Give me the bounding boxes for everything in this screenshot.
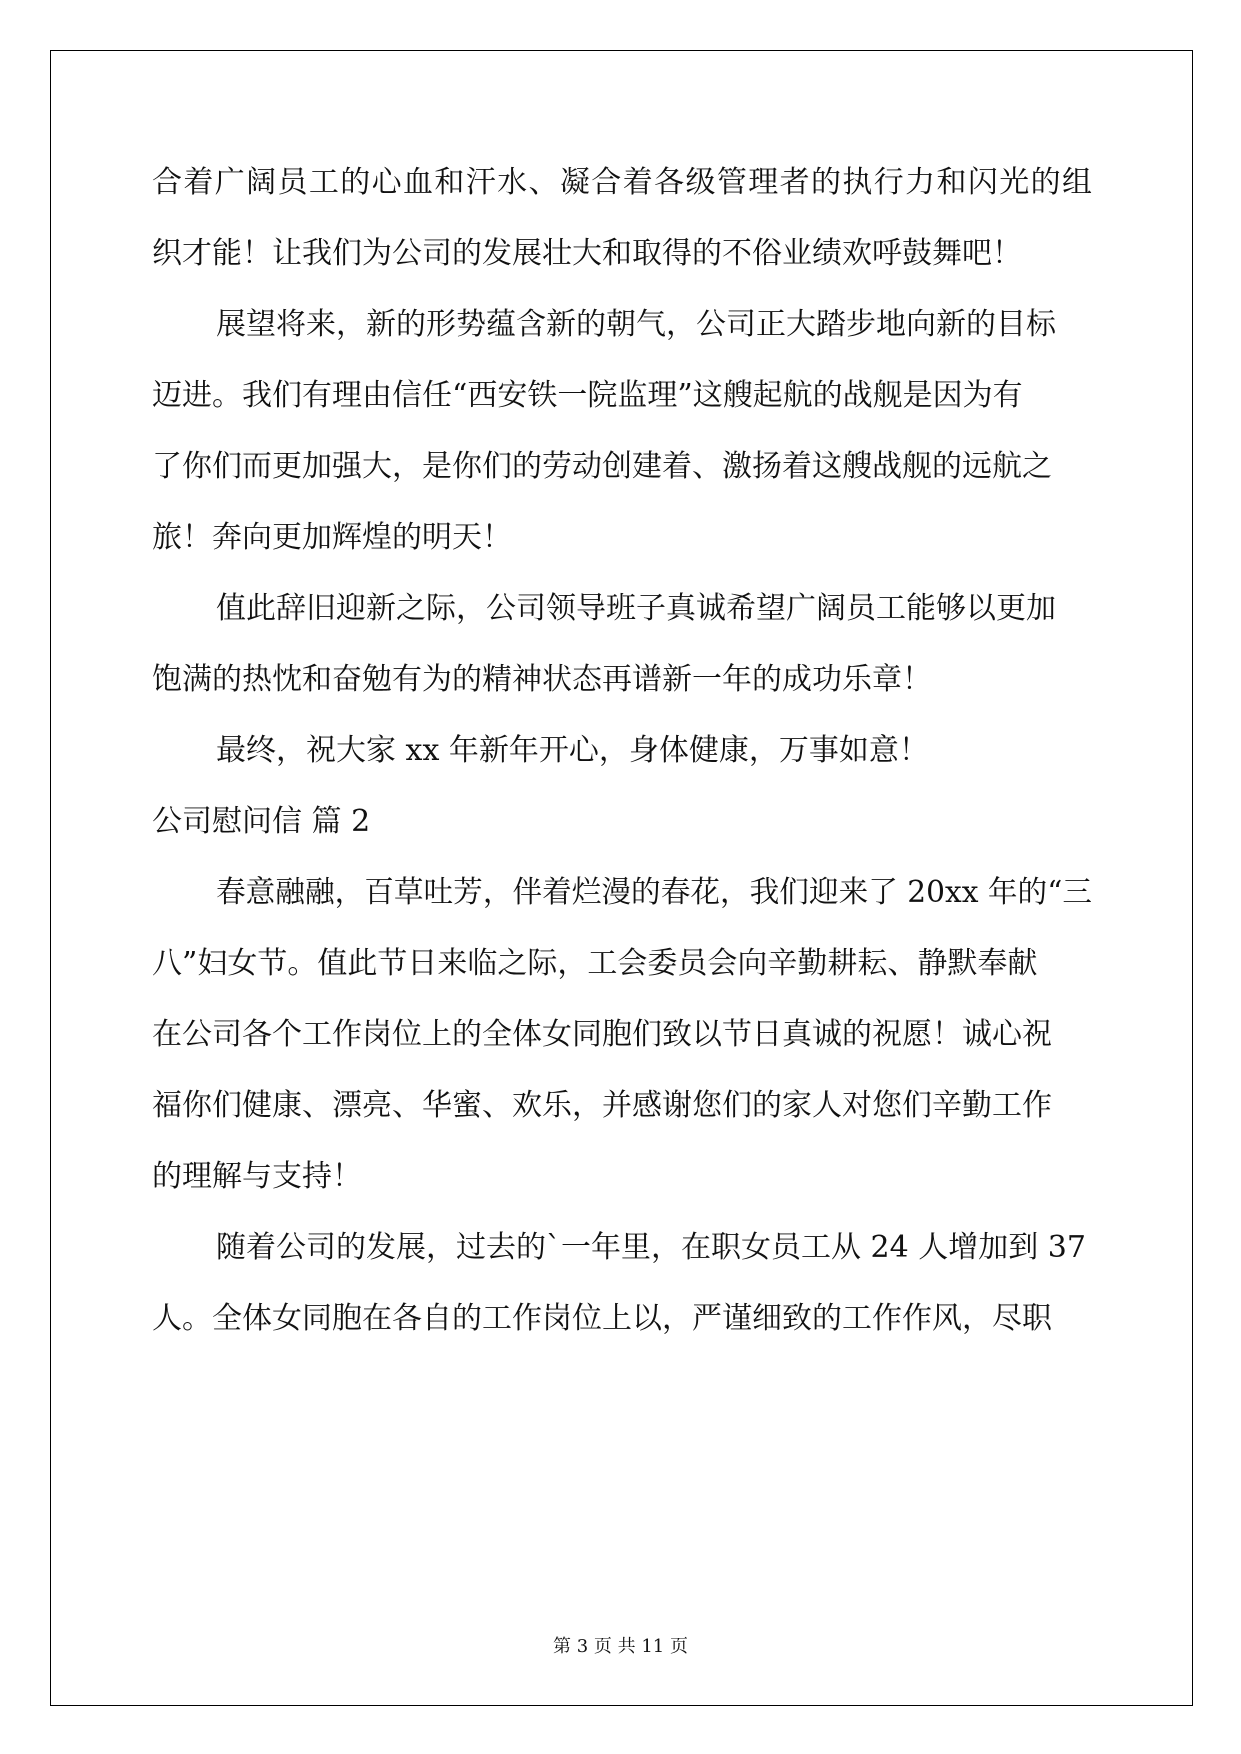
text-line: 旅！奔向更加辉煌的明天！ (152, 520, 512, 555)
section-heading: 公司慰问信 篇 2 (152, 804, 371, 839)
text-line: 在公司各个工作岗位上的全体女同胞们致以节日真诚的祝愿！诚心祝 (152, 1017, 1052, 1052)
text-line: 了你们而更加强大，是你们的劳动创建着、激扬着这艘战舰的远航之 (152, 449, 1052, 484)
text-line: 织才能！让我们为公司的发展壮大和取得的不俗业绩欢呼鼓舞吧！ (152, 236, 1022, 271)
paragraph-first-line: 随着公司的发展，过去的`一年里，在职女员工从 24 人增加到 37 (216, 1230, 1086, 1265)
text-line: 合着广阔员工的心血和汗水、凝合着各级管理者的执行力和闪光的组 (152, 165, 1094, 200)
text-line: 福你们健康、漂亮、华蜜、欢乐，并感谢您们的家人对您们辛勤工作 (152, 1088, 1052, 1123)
text-line: 饱满的热忱和奋勉有为的精神状态再谱新一年的成功乐章！ (152, 662, 932, 697)
text-line: 人。全体女同胞在各自的工作岗位上以，严谨细致的工作作风，尽职 (152, 1301, 1052, 1336)
paragraph-first-line: 春意融融，百草吐芳，伴着烂漫的春花，我们迎来了 20xx 年的“三 (216, 875, 1092, 910)
paragraph-first-line: 展望将来，新的形势蕴含新的朝气，公司正大踏步地向新的目标 (216, 307, 1056, 342)
text-line: 八”妇女节。值此节日来临之际，工会委员会向辛勤耕耘、静默奉献 (152, 946, 1038, 981)
page-footer: 第 3 页 共 11 页 (553, 1636, 688, 1657)
paragraph-first-line: 最终，祝大家 xx 年新年开心，身体健康，万事如意！ (216, 733, 929, 768)
text-line: 迈进。我们有理由信任“西安铁一院监理”这艘起航的战舰是因为有 (152, 378, 1023, 413)
text-line: 的理解与支持！ (152, 1159, 362, 1194)
paragraph-first-line: 值此辞旧迎新之际，公司领导班子真诚希望广阔员工能够以更加 (216, 591, 1056, 626)
